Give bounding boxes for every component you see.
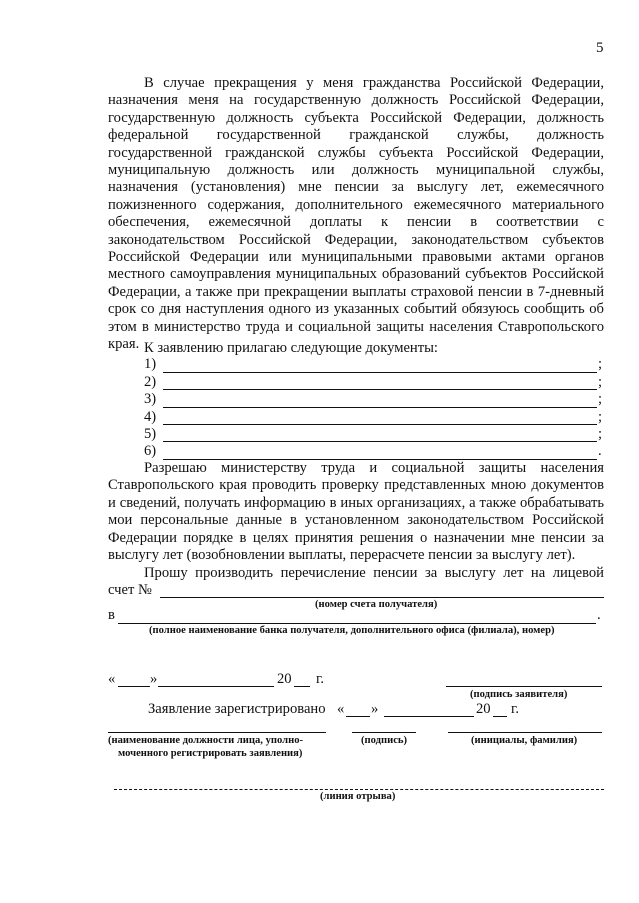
official-initials-caption: (инициалы, фамилия): [471, 735, 578, 746]
official-position-caption-1: (наименование должности лица, уполно-: [108, 735, 304, 746]
attachment-number: 6): [144, 443, 157, 459]
registration-month-input[interactable]: [384, 716, 474, 717]
attachment-number: 2): [144, 374, 157, 390]
page-number: 5: [596, 40, 604, 56]
attachment-number: 5): [144, 426, 157, 442]
date-year-input[interactable]: [294, 686, 310, 687]
attachment-number: 3): [144, 391, 157, 407]
registration-year-input[interactable]: [493, 716, 507, 717]
official-initials-input[interactable]: [448, 732, 602, 733]
attachment-input-line[interactable]: [163, 372, 597, 373]
date-day-input[interactable]: [118, 686, 150, 687]
account-label: счет №: [108, 582, 152, 598]
bank-caption: (полное наименование банка получателя, дополнительного офиса (филиала), номер): [149, 625, 555, 636]
request-text: Прошу производить перечисление пенсии за выслугу лет на лицевой: [144, 565, 604, 581]
attachment-end: ;: [598, 426, 603, 442]
attachment-end: ;: [598, 374, 603, 390]
tear-line-caption: (линия отрыва): [320, 791, 396, 802]
date-year-suffix: г.: [316, 671, 324, 687]
main-paragraph-text: В случае прекращения у меня гражданства Российской Федерации, назначения меня на государственную должность Российской Федерации, государственную должность субъекта Российской Федерации, должность федеральной государственной гражданской службы, должность государственной гражданской службы субъекта Российской Федерации, муниципальную должность или должность муниципальной службы, назначения (установления) мне пенсии за выслугу лет, ежемесячного пожизненного содержания, дополнительного ежемесячного материального обеспечения, ежемесячной доплаты к пенсии в соответствии с законодательством Российской Федерации, законодательством субъектов Российской Федерации или муниципальными правовыми актами органов местного самоуправления муниципальных образований субъектов Российской Федерации, а также при прекращении выплаты страховой пенсии в 7-дневный срок со дня наступления одного из указанных событий обязуюсь сообщить об этом в министерство труда и социальной защиты населения Ставропольского края.: [108, 75, 604, 353]
main-paragraph: [108, 75, 604, 354]
attachment-end: ;: [598, 356, 603, 372]
date-year-prefix: 20: [277, 671, 292, 687]
official-signature-caption: (подпись): [361, 735, 408, 746]
attachment-number: 4): [144, 409, 157, 425]
registration-label: Заявление зарегистрировано: [148, 701, 326, 717]
attachment-input-line[interactable]: [163, 441, 597, 442]
date-month-input[interactable]: [158, 686, 274, 687]
account-number-input[interactable]: [160, 597, 604, 598]
attachment-input-line[interactable]: [163, 424, 597, 425]
date-open-quote: «: [108, 671, 116, 687]
registration-year-prefix: 20: [476, 701, 491, 717]
date-close-quote: »: [150, 671, 158, 687]
attachment-input-line[interactable]: [163, 407, 597, 408]
registration-day-input[interactable]: [346, 716, 370, 717]
official-signature-input[interactable]: [352, 732, 416, 733]
attachments-intro: К заявлению прилагаю следующие документы:: [144, 340, 438, 356]
attachment-end: .: [598, 443, 602, 459]
registration-year-suffix: г.: [511, 701, 519, 717]
attachment-end: ;: [598, 409, 603, 425]
tear-line: [114, 789, 604, 790]
attachment-number: 1): [144, 356, 157, 372]
bank-end: .: [597, 607, 601, 623]
consent-paragraph-text: Разрешаю министерству труда и социальной защиты населения Ставропольского края проводить проверку представленных мною документов и сведений, получать информацию в иных организациях, а также обрабатывать мои персональные данные в установленном законодательством Российской Федерации порядке в целях принятия решения о назначении мне пенсии за выслугу лет (возобновлении выплаты, перерасчете пенсии за выслугу лет).: [108, 460, 604, 564]
attachment-end: ;: [598, 391, 603, 407]
applicant-signature-caption: (подпись заявителя): [470, 689, 568, 700]
consent-paragraph: [108, 460, 604, 564]
official-position-input[interactable]: [108, 732, 326, 733]
bank-prefix: в: [108, 607, 115, 623]
official-position-caption-2: моченного регистрировать заявления): [118, 748, 303, 759]
registration-open-quote: «: [337, 701, 345, 717]
applicant-signature-input[interactable]: [446, 686, 602, 687]
account-caption: (номер счета получателя): [315, 599, 438, 610]
attachment-input-line[interactable]: [163, 389, 597, 390]
registration-close-quote: »: [371, 701, 379, 717]
bank-name-input[interactable]: [118, 623, 596, 624]
